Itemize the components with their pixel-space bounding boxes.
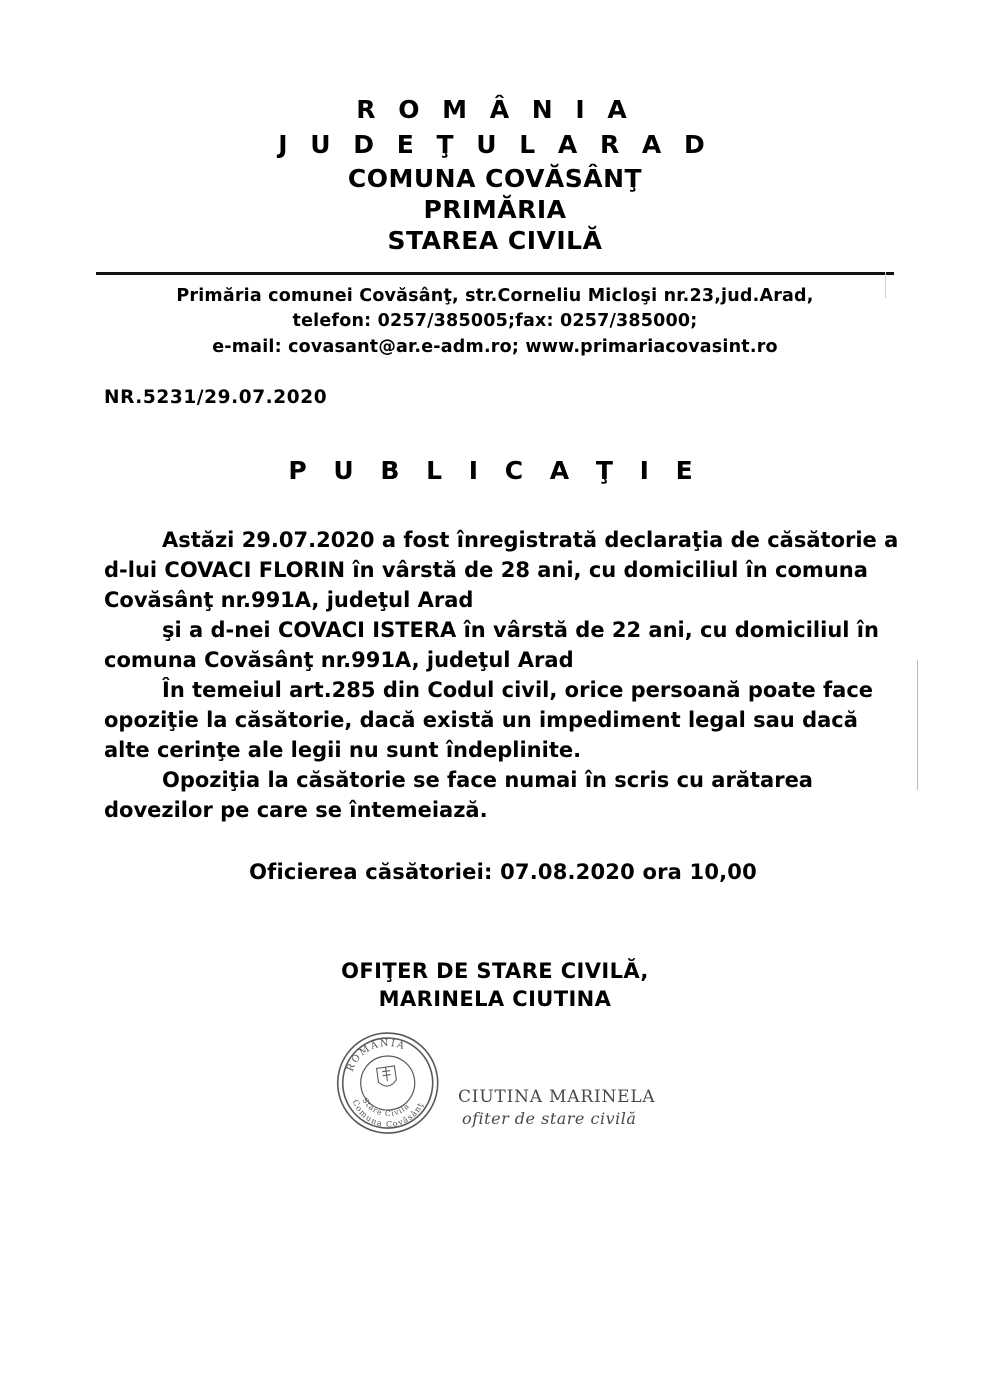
handwritten-signature-name: CIUTINA MARINELA (458, 1086, 656, 1107)
document-body (104, 525, 902, 825)
scan-artifact-line (917, 660, 918, 790)
header-divider (96, 272, 894, 275)
contact-block (0, 284, 990, 360)
header-county: J U D E Ţ U L A R A D (278, 130, 712, 159)
header-office: PRIMĂRIA (423, 195, 567, 224)
handwritten-signature-role: ofiter de stare civilă (462, 1108, 637, 1128)
document-header (0, 0, 990, 255)
stamp-area (0, 1019, 990, 1189)
svg-text:ROMÂNIA: ROMÂNIA (344, 1037, 408, 1074)
signature-block (0, 958, 990, 1013)
signature-role-title: OFIŢER DE STARE CIVILĂ, (341, 959, 649, 984)
header-commune: COMUNA COVĂSÂNŢ (347, 164, 643, 193)
svg-text:Comuna Covăsânţ: Comuna Covăsânţ (350, 1098, 426, 1129)
header-department: STAREA CIVILĂ (387, 226, 603, 255)
contact-email-web: e-mail: covasant@ar.e-adm.ro; www.primariacovasint.ro (212, 336, 778, 357)
paragraph-opposition: Opoziţia la căsătorie se face numai în scris cu arătarea dovezilor pe care se întemeiază. (104, 768, 813, 823)
contact-phone-fax: telefon: 0257/385005;fax: 0257/385000; (292, 311, 698, 332)
signature-name: MARINELA CIUTINA (378, 986, 612, 1011)
contact-address: Primăria comunei Covăsânţ, str.Corneliu Micloşi nr.23,jud.Arad, (176, 286, 814, 306)
paragraph-legal-basis: În temeiul art.285 din Codul civil, orice persoană poate face opoziţie la căsătorie, dacă există un impediment legal sau dacă alte cerinţe ale legii nu sunt îndeplinite. (104, 678, 874, 763)
header-country: R O M Â N I A (356, 95, 634, 124)
paragraph-groom: Astăzi 29.07.2020 a fost înregistrată declaraţia de căsătorie a d-lui COVACI FLORIN în vârstă de 28 ani, cu domiciliul în comuna Covăsânţ nr.991A, judeţul Arad (104, 528, 899, 613)
scan-artifact-line-top (885, 272, 886, 298)
ceremony-datetime: Oficierea căsătoriei: 07.08.2020 ora 10,00 (249, 860, 757, 885)
page-title: P U B L I C A Ţ I E (288, 456, 702, 486)
official-stamp-icon (322, 1025, 454, 1145)
paragraph-bride: şi a d-nei COVACI ISTERA în vârstă de 22 ani, cu domiciliul în comuna Covăsânţ nr.991A, judeţul Arad (104, 618, 879, 673)
svg-text:Stare Civilă: Stare Civilă (360, 1095, 412, 1118)
registration-number: NR.5231/29.07.2020 (104, 387, 328, 409)
